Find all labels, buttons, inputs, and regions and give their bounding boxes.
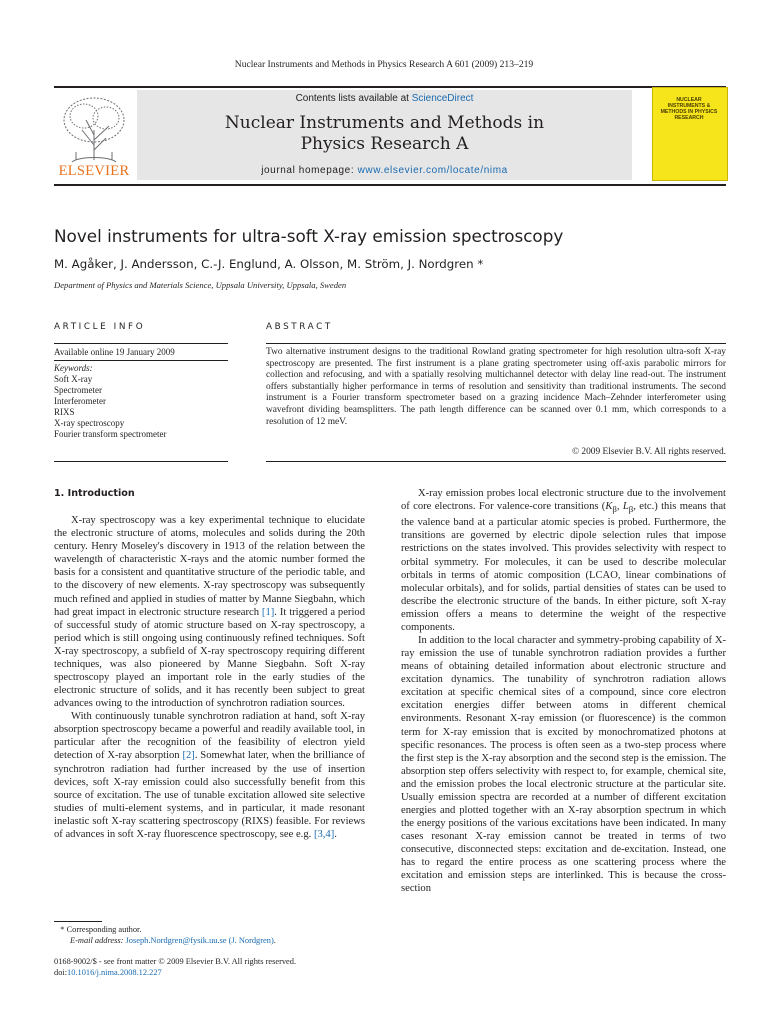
keyword: Soft X-ray bbox=[54, 374, 93, 384]
email-link[interactable]: Joseph.Nordgren@fysik.uu.se (J. Nordgren) bbox=[125, 936, 274, 945]
article-info-end-rule bbox=[54, 461, 228, 462]
footnote-text: Corresponding author. bbox=[64, 925, 142, 934]
abstract-end-rule bbox=[266, 461, 726, 462]
footnote-email bbox=[70, 935, 276, 946]
footer-doi bbox=[54, 967, 162, 978]
keyword: Spectrometer bbox=[54, 385, 102, 395]
right-column bbox=[401, 487, 726, 896]
subscript-beta: β bbox=[612, 504, 617, 515]
paragraph-text: X-ray spectroscopy was a key experimental technique to elucidate the electronic structure of atoms, molecules and solids during the 20th century. Henry Moseley's discovery in 1913 of the relation between the wavelength of characteristic X-rays and the atomic number formed the basis for a consistent and quantitative structure of the periodic table, and to the discovery of new elements. X-ray spectroscopy was subsequently much refined and applied in studies of matter by Manne Siegbahn, which had great impact in electronic structure research bbox=[54, 515, 365, 618]
article-authors bbox=[54, 257, 754, 271]
left-column bbox=[54, 487, 365, 841]
corresponding-author-mark[interactable]: * bbox=[473, 257, 484, 271]
paragraph-text: X-ray emission probes local electronic structure due to the involvement of core electrons. For valence-core transitions ( bbox=[401, 488, 726, 513]
journal-name bbox=[137, 113, 632, 155]
masthead-bottom-rule bbox=[54, 184, 726, 186]
homepage-link[interactable]: www.elsevier.com/locate/nima bbox=[357, 165, 508, 176]
doi-link[interactable]: 10.1016/j.nima.2008.12.227 bbox=[67, 968, 162, 977]
keyword: Interferometer bbox=[54, 396, 106, 406]
abstract-copyright: © 2009 Elsevier B.V. All rights reserved. bbox=[571, 447, 726, 457]
paragraph bbox=[401, 487, 726, 634]
footnote-corresponding bbox=[54, 924, 141, 935]
keywords-list bbox=[54, 363, 229, 440]
article-info-rule bbox=[54, 343, 228, 344]
paragraph bbox=[54, 514, 365, 710]
journal-name-line-2: Physics Research A bbox=[300, 134, 469, 154]
abstract-text: Two alternative instrument designs to the traditional Rowland grating spectrometer for high resolution ultra-soft X-ray spectroscopy are presented. The first instrument is a plane grating spectrometer using off-axis parabolic mirrors for collection and refocusing, and with a spatially resolving multichannel detector with delay line read-out. The instrument offers substantially higher performance in terms of resolution and sensitivity than traditional instruments. The second instrument is a Fourier transform spectrometer based on a grazing incidence Mach–Zehnder interferometer using wavefront dividing beamsplitters. The path length difference can be scanned over 0.1 mm, which corresponds to a resolution of 12 meV. bbox=[266, 347, 726, 427]
available-online-date: Available online 19 January 2009 bbox=[54, 347, 175, 357]
journal-cover-title: NUCLEAR INSTRUMENTS & METHODS IN PHYSICS RESEARCH bbox=[660, 97, 718, 121]
paragraph bbox=[54, 710, 365, 841]
elsevier-wordmark: ELSEVIER bbox=[58, 163, 130, 179]
abstract-heading: ABSTRACT bbox=[266, 322, 333, 332]
keyword: X-ray spectroscopy bbox=[54, 418, 125, 428]
author-affiliation: Department of Physics and Materials Science, Uppsala University, Uppsala, Sweden bbox=[54, 280, 347, 290]
symbol-k: K bbox=[605, 501, 613, 513]
keywords-label: Keywords: bbox=[54, 363, 93, 373]
journal-name-line-1: Nuclear Instruments and Methods in bbox=[224, 113, 545, 133]
contents-line bbox=[137, 93, 632, 104]
masthead-top-rule bbox=[54, 86, 726, 88]
article-info-heading: ARTICLE INFO bbox=[54, 322, 146, 332]
keyword: RIXS bbox=[54, 407, 75, 417]
reference-link[interactable]: [3,4] bbox=[313, 828, 335, 840]
footer-issn: 0168-9002/$ - see front matter © 2009 Elsevier B.V. All rights reserved. bbox=[54, 957, 297, 966]
email-label: E-mail address: bbox=[70, 936, 126, 945]
reference-link[interactable]: [1] bbox=[261, 606, 275, 618]
abstract-rule bbox=[266, 343, 726, 344]
sciencedirect-link[interactable]: ScienceDirect bbox=[411, 93, 474, 104]
keyword: Fourier transform spectrometer bbox=[54, 429, 167, 439]
paragraph-text: . bbox=[334, 828, 337, 840]
paragraph: In addition to the local character and symmetry-probing capability of X-ray emission the use of tunable synchrotron radiation provides a further means of obtaining detailed information about electronic structure and excitation dynamics. The tunability of synchrotron radiation allows excitation at specific chemical sites of a compound, since core electron excitation energies differ between atoms in different chemical environments. Resonant X-ray emission (or fluorescence) is the common term for X-ray emission that is excited by monochromatized photons at specific resonances. The process is often seen as a two-step process where the first step is the X-ray absorption and the second step is the emission. The absorption step offers selectivity with respect to, for example, chemical site, and the emission probes the local electronic structure at the particular site. Usually emission spectra are recorded at a number of different excitation energies and plotted together with an X-ray absorption spectrum in which the energy positions of the various excitations have been indicated. In many cases resonant X-ray emission cannot be treated in terms of two consecutive, disconnected steps: excitation and de-excitation. Instead, one has to regard the entire process as one scattering process where the excitation and emission steps are interlinked. This is because the cross-section bbox=[401, 634, 726, 895]
paragraph-text: . Somewhat later, when the brilliance of synchrotron radiation had further increased by the use of insertion devices, soft X-ray emission could also successfully benefit from this source of excitation. The use of tunable excitation allowed site selective studies of multi-element systems, and in particular, it made resonant inelastic soft X-ray scattering spectroscopy (RIXS) feasible. For reviews of advances in soft X-ray fluorescence spectroscopy, see e.g. bbox=[54, 750, 365, 840]
keywords-rule bbox=[54, 360, 228, 361]
symbol-l: L bbox=[622, 501, 629, 513]
article-title: Novel instruments for ultra-soft X-ray emission spectroscopy bbox=[54, 226, 564, 246]
homepage-prefix: journal homepage: bbox=[261, 165, 358, 176]
paragraph-text: , bbox=[616, 501, 623, 513]
subscript-beta: β bbox=[628, 504, 634, 515]
footnote-text: . bbox=[273, 936, 276, 945]
section-heading-introduction: 1. Introduction bbox=[54, 488, 135, 499]
paragraph-text: With continuously tunable synchrotron radiation at hand, soft X-ray absorption spectroscopy became a powerful and readily available tool, in particular after the recognition of the feasibility of electron yield detection of X-ray absorption bbox=[54, 711, 365, 762]
doi-label: doi: bbox=[54, 968, 68, 977]
footnote-rule bbox=[54, 921, 102, 922]
reference-link[interactable]: [2] bbox=[182, 750, 195, 762]
footnote-mark: * bbox=[60, 925, 65, 934]
paragraph-text: . It triggered a period of successful study of atomic structure based on X-ray spectroscopy, a period which is still ongoing using continuously refined techniques. Soft X-ray spectroscopy, a subfield of X-ray spectroscopy requiring different techniques, was also pioneered by Manne Siegbahn. Soft X-ray spectroscopy played an important role in the early studies of the electronic structure of solids, and it has recently been subject to great advances owing to the introduction of synchrotron radiation sources. bbox=[54, 606, 365, 710]
journal-citation: Nuclear Instruments and Methods in Physics Research A 601 (2009) 213–219 bbox=[234, 59, 534, 70]
journal-homepage bbox=[137, 165, 632, 176]
contents-prefix: Contents lists available at bbox=[295, 93, 412, 104]
author-list: M. Agåker, J. Andersson, C.-J. Englund, A. Olsson, M. Ström, J. Nordgren bbox=[54, 257, 474, 271]
paragraph-text: , etc.) this means that the valence band at a particular atomic species is probed. Furthermore, the transitions are governed by electric dipole selection rules that impose restrictions on the states involved. This provides selectivity with respect to orbital symmetry. For molecules, it can be used to describe molecular orbitals in terms of atomic composition (LCAO, linear combinations of molecular orbitals), and for solids, partial densities of states can be used to describe the electronic structure of the bands. In either picture, soft X-ray emission offers a means to determine the weight of the respective components. bbox=[401, 501, 726, 633]
